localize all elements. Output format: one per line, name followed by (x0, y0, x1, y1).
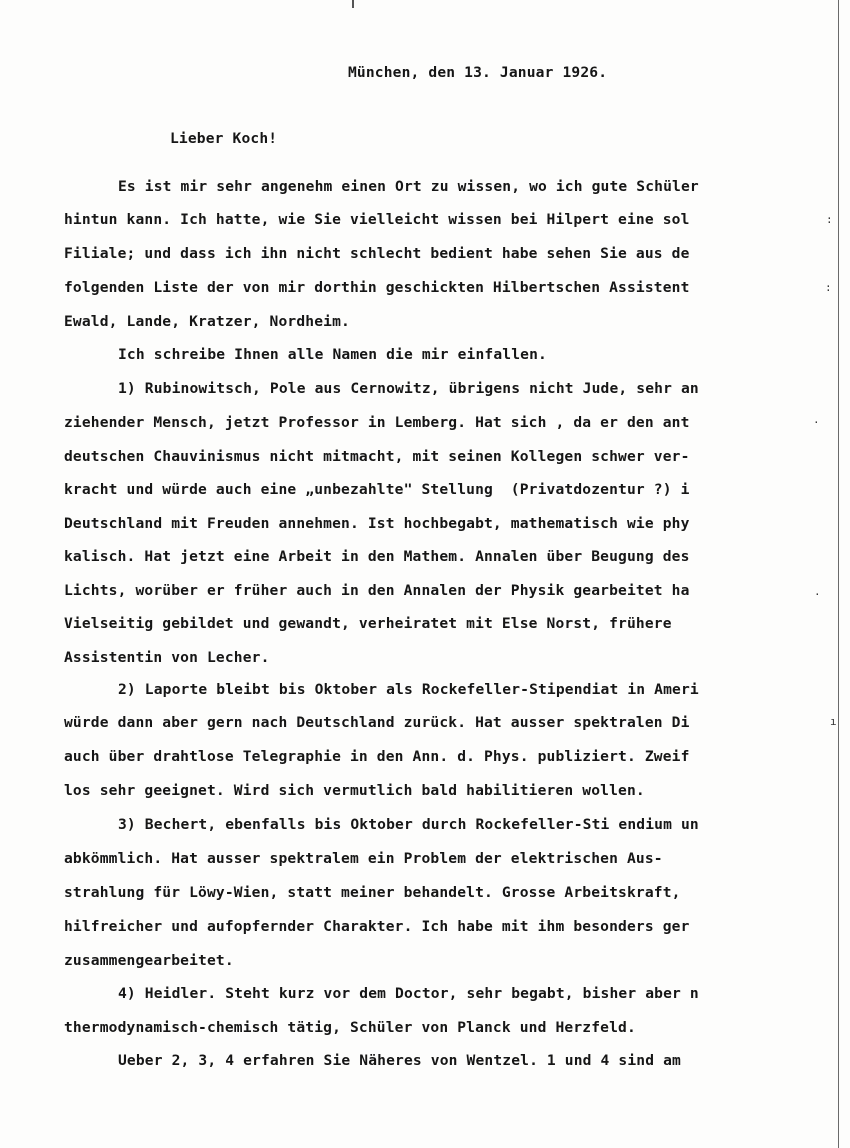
text-line: los sehr geeignet. Wird sich vermutlich bald habilitieren wollen. (64, 782, 645, 799)
margin-mark: . (814, 585, 821, 598)
text-line: ziehender Mensch, jetzt Professor in Lemberg. Hat sich , da er den ant (64, 414, 690, 431)
text-line: würde dann aber gern nach Deutschland zurück. Hat ausser spektralen Di (64, 714, 690, 731)
text-line: thermodynamisch-chemisch tätig, Schüler von Planck und Herzfeld. (64, 1019, 636, 1036)
text-line: Lichts, worüber er früher auch in den Annalen der Physik gearbeitet ha (64, 582, 690, 599)
text-line: 3) Bechert, ebenfalls bis Oktober durch Rockefeller-Sti endium un (118, 816, 699, 833)
text-line: folgenden Liste der von mir dorthin geschickten Hilbertschen Assistent (64, 279, 690, 296)
text-line: Vielseitig gebildet und gewandt, verheiratet mit Else Norst, frühere (64, 615, 672, 632)
text-line: hilfreicher und aufopfernder Charakter. Ich habe mit ihm besonders ger (64, 918, 690, 935)
text-line: kalisch. Hat jetzt eine Arbeit in den Mathem. Annalen über Beugung des (64, 548, 690, 565)
text-line: deutschen Chauvinismus nicht mitmacht, mit seinen Kollegen schwer ver- (64, 448, 690, 465)
text-line: Ueber 2, 3, 4 erfahren Sie Näheres von Wentzel. 1 und 4 sind am (118, 1052, 681, 1069)
text-line: 4) Heidler. Steht kurz vor dem Doctor, sehr begabt, bisher aber n (118, 985, 699, 1002)
text-line: strahlung für Löwy-Wien, statt meiner behandelt. Grosse Arbeitskraft, (64, 884, 681, 901)
text-line: 1) Rubinowitsch, Pole aus Cernowitz, übrigens nicht Jude, sehr an (118, 380, 699, 397)
text-line: Filiale; und dass ich ihn nicht schlecht bedient habe sehen Sie aus de (64, 245, 690, 262)
margin-mark: · (813, 416, 820, 429)
text-line: Es ist mir sehr angenehm einen Ort zu wissen, wo ich gute Schüler (118, 178, 699, 195)
text-line: kracht und würde auch eine „unbezahlte" Stellung (Privatdozentur ?) i (64, 481, 690, 498)
text-line: Deutschland mit Freuden annehmen. Ist hochbegabt, mathematisch wie phy (64, 515, 690, 532)
dateline: München, den 13. Januar 1926. (348, 64, 608, 81)
margin-mark: : (826, 213, 833, 226)
margin-mark: : (825, 281, 832, 294)
salutation: Lieber Koch! (170, 130, 278, 147)
text-line: Ewald, Lande, Kratzer, Nordheim. (64, 313, 350, 330)
text-line: Ich schreibe Ihnen alle Namen die mir einfallen. (118, 346, 547, 363)
text-line: hintun kann. Ich hatte, wie Sie vielleicht wissen bei Hilpert eine sol (64, 211, 690, 228)
text-line: zusammengearbeitet. (64, 952, 234, 969)
text-line: 2) Laporte bleibt bis Oktober als Rockefeller-Stipendiat in Ameri (118, 681, 699, 698)
margin-mark: ı (830, 715, 837, 728)
text-line: Assistentin von Lecher. (64, 649, 270, 666)
text-line: abkömmlich. Hat ausser spektralem ein Problem der elektrischen Aus- (64, 850, 663, 867)
text-line: auch über drahtlose Telegraphie in den Ann. d. Phys. publiziert. Zweif (64, 748, 690, 765)
